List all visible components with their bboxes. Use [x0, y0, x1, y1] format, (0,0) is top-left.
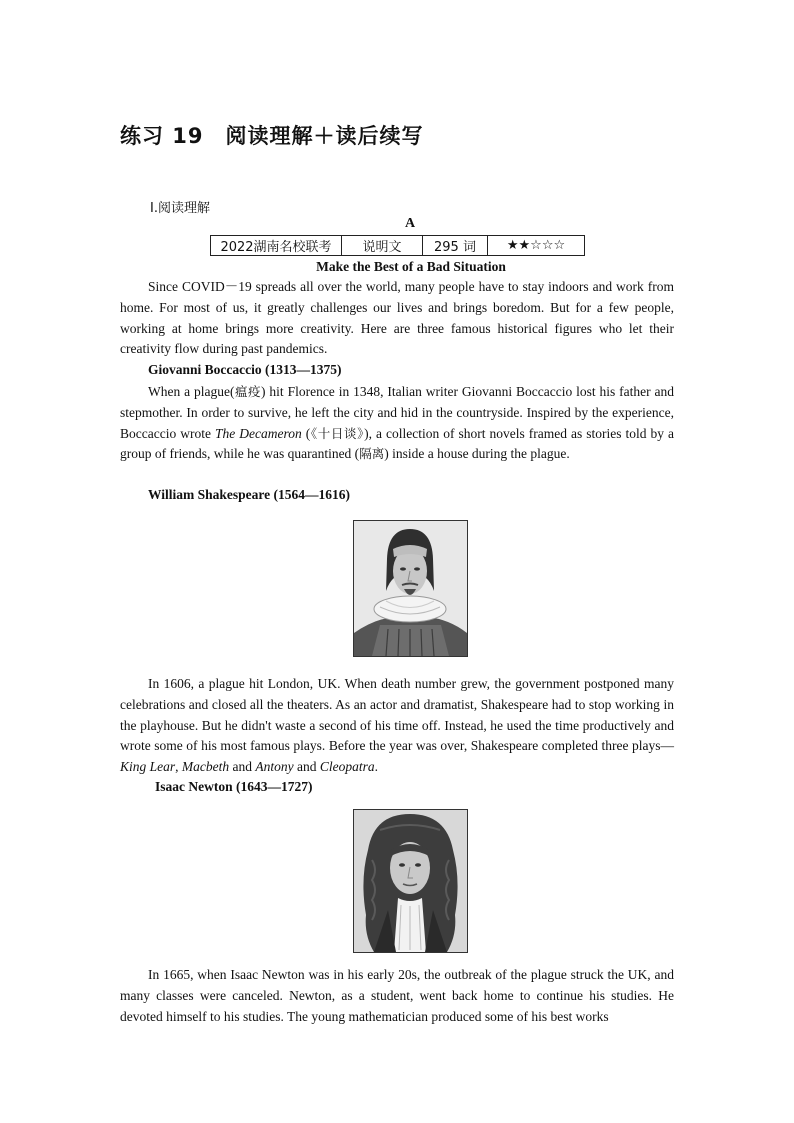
text-run: When a plague( — [148, 384, 235, 399]
page-title: 练习 19 阅读理解＋读后续写 — [120, 124, 424, 148]
passage-letter: A — [404, 216, 416, 231]
text-run: ) inside a house during the plague. — [384, 446, 570, 462]
difficulty-cell: ★★☆☆☆ — [488, 236, 585, 256]
passage-title: Make the Best of a Bad Situation — [316, 259, 506, 274]
text-run: and — [293, 759, 320, 775]
play-title: King Lear — [120, 759, 176, 775]
gloss: 隔离 — [359, 446, 385, 462]
play-title: Cleopatra — [319, 759, 375, 775]
word-count-cell: 295 词 — [423, 236, 488, 256]
newton-heading: Isaac Newton (1643—1727) — [155, 779, 313, 794]
text-run: ( — [301, 425, 311, 441]
gloss: 《十日谈》 — [310, 425, 365, 441]
genre-cell: 说明文 — [342, 236, 423, 256]
gloss: 瘟疫 — [234, 384, 262, 399]
text-run: and — [229, 759, 256, 775]
text-run: , — [175, 759, 182, 775]
source-cell: 2022湖南名校联考 — [211, 236, 342, 256]
passage-info-table — [210, 235, 585, 256]
text-run: ) hit Florence in 1348, Italian writer Giovanni Boccaccio lost his father and stepmother. In order to survive, he left the city and hid in the countryside. Inspired by the experience, Boccaccio wrote — [120, 384, 674, 441]
shakespeare-portrait-icon — [353, 520, 468, 657]
shakespeare-paragraph — [120, 674, 674, 778]
book-title: The Decameron — [214, 425, 302, 441]
newton-portrait-icon — [353, 809, 468, 953]
shakespeare-heading: William Shakespeare (1564—1616) — [148, 487, 351, 502]
text-run: . — [374, 759, 379, 775]
newton-paragraph: In 1665, when Isaac Newton was in his early 20s, the outbreak of the plague struck the UK, and many classes were canceled. Newton, as a student, went back home to continue his studies. He devoted himself to his studies. The young mathematician produced some of his best works — [120, 967, 674, 1024]
section-label: Ⅰ.阅读理解 — [150, 201, 210, 216]
intro-paragraph: Since COVID－19 spreads all over the world, many people have to stay indoors and work from home. For most of us, it greatly challenges our lives and brings boredom. But for a few people, working at home brings more creativity. Here are three famous historical figures who let their creativity flow during past pandemics. — [120, 279, 674, 357]
boccaccio-paragraph — [120, 382, 674, 465]
text-run: In 1606, a plague hit London, UK. When death number grew, the government postponed many celebrations and closed all the theaters. As an actor and dramatist, Shakespeare had to stop working in the playhouse. But he didn't waste a second of his time off. Instead, he used the time productively and wrote some of his most famous plays. Before the year was over, Shakespeare completed three plays— — [120, 676, 674, 754]
boccaccio-heading: Giovanni Boccaccio (1313—1375) — [148, 362, 342, 377]
play-title: Antony — [255, 759, 294, 775]
play-title: Macbeth — [181, 759, 230, 775]
text-run: ), a collection of short novels framed as stories told by a group of friends, while he was quarantined ( — [120, 425, 675, 462]
